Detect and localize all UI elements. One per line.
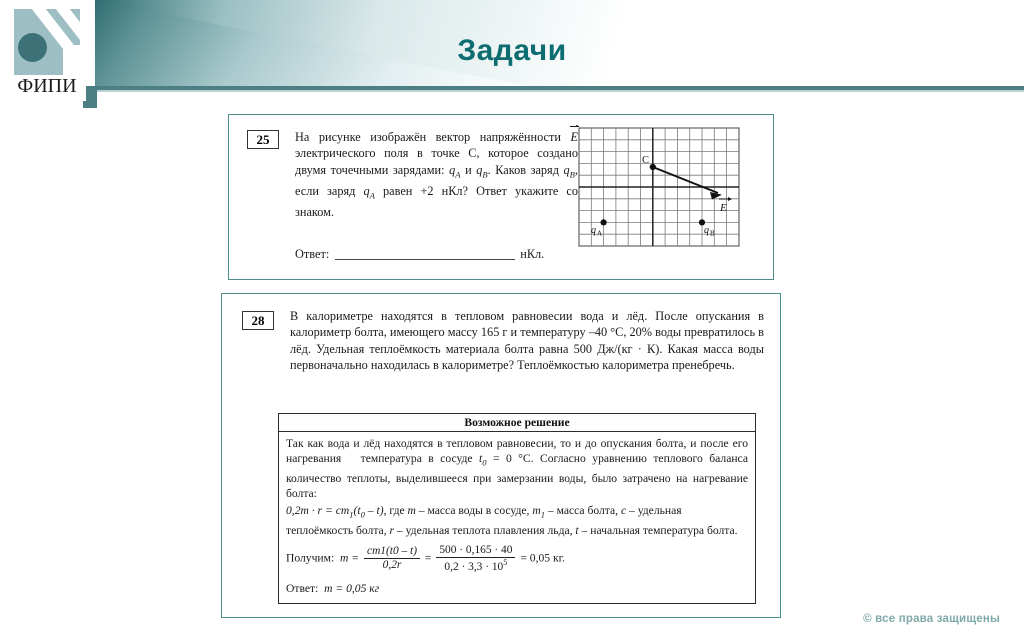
svg-text:C: C	[642, 155, 650, 166]
answer-label-25: Ответ:	[295, 247, 330, 261]
task-box-28	[221, 293, 781, 618]
solution-body	[279, 432, 755, 603]
footer-copyright: © все права защищены	[863, 613, 1000, 625]
solution-paragraph-1: Так как вода и лёд находятся в тепловом равновесии, то и до опускания болта, и после его нагревания температура в сосуде $t_0 = 0$ °С. Согласно уравнению теплового баланса количество теплоты, выделившееся при замерзании воды, было затрачено на нагревание болта:	[286, 437, 748, 500]
fraction-1-numerator: cm1(t0 – t)	[367, 545, 417, 558]
fraction-2-denominator: $0,2 \cdot 3,3 \cdot 10^5$	[436, 557, 515, 574]
charge-qa-inline-2: $q_A$	[363, 183, 375, 201]
charge-qb-inline-2: $q_B$	[563, 162, 575, 180]
svg-text:q: q	[704, 225, 709, 236]
logo-text: ФИПИ	[17, 75, 77, 97]
vector-e-symbol: E	[570, 130, 578, 144]
svg-text:E: E	[720, 202, 727, 214]
task-number-badge-28: 28	[242, 311, 274, 330]
result-value: = 0,05 кг.	[520, 551, 565, 565]
solution-title: Возможное решение	[279, 414, 755, 432]
answer-blank-25[interactable]	[335, 247, 515, 260]
figure-electric-field-grid	[578, 127, 744, 251]
fraction-2	[436, 544, 515, 573]
page-title: Задачи	[457, 34, 567, 67]
task-stem-25: На рисунке изображён вектор напряжённости E электрического поля в точке С, которое создано двумя точечными зарядами: $q_A$ и $q_B$. Каков заряд $q_B$, если заряд $q_A$ равен +2 нКл? Ответ укажите со знаком.	[295, 130, 579, 219]
solution-answer-label: Ответ:	[286, 582, 319, 596]
svg-text:A: A	[597, 229, 603, 238]
result-var: m =	[340, 551, 360, 565]
svg-text:B: B	[710, 229, 715, 238]
task-number-badge-25: 25	[247, 130, 279, 149]
task-box-25	[228, 114, 774, 280]
result-label: Получим:	[286, 551, 335, 565]
answer-line-25	[295, 247, 544, 262]
answer-unit-25: нКл.	[520, 247, 545, 261]
charge-qb-inline: $q_B$	[476, 162, 488, 180]
charge-qa-inline: $q_A$	[449, 162, 461, 180]
header-rule-thin	[95, 90, 1024, 92]
solution-answer-line	[286, 581, 748, 596]
svg-text:q: q	[591, 225, 596, 236]
task-stem-28: В калориметре находятся в тепловом равновесии вода и лёд. После опускания в калориметр болта, имеющего массу 165 г и температуру –40 °С, 20% воды превратилось в лёд. Удельная теплоёмкость материала болта равна 500 Дж/(кг · К). Какая масса воды первоначально находилась в калориметре? Теплоёмкостью калориметра пренебречь.	[290, 309, 764, 373]
solution-table	[278, 413, 756, 604]
fraction-1	[364, 545, 420, 572]
fraction-1-denominator: 0,2r	[364, 558, 420, 572]
solution-answer-value: m = 0,05 кг	[324, 582, 380, 596]
fraction-2-numerator: 500 · 0,165 · 40	[439, 543, 513, 556]
solution-result-line: Получим: m = $\frac{cm1(t0 - t)}{0,2r}$ = $\frac{500 \cdot 0,165 \cdot 40}{0,2 \cdot 3,3 \cdot 10^5}$ = 0,05 кг.	[286, 543, 565, 573]
solution-equation-1: $0,2m \cdot r = cm_1(t_0 - t)$, где m – масса воды в сосуде, $m_1$ – масса болта, c – удельная теплоёмкость болта, r – удельная теплота плавления льда, t – начальная температура болта.	[286, 504, 738, 537]
